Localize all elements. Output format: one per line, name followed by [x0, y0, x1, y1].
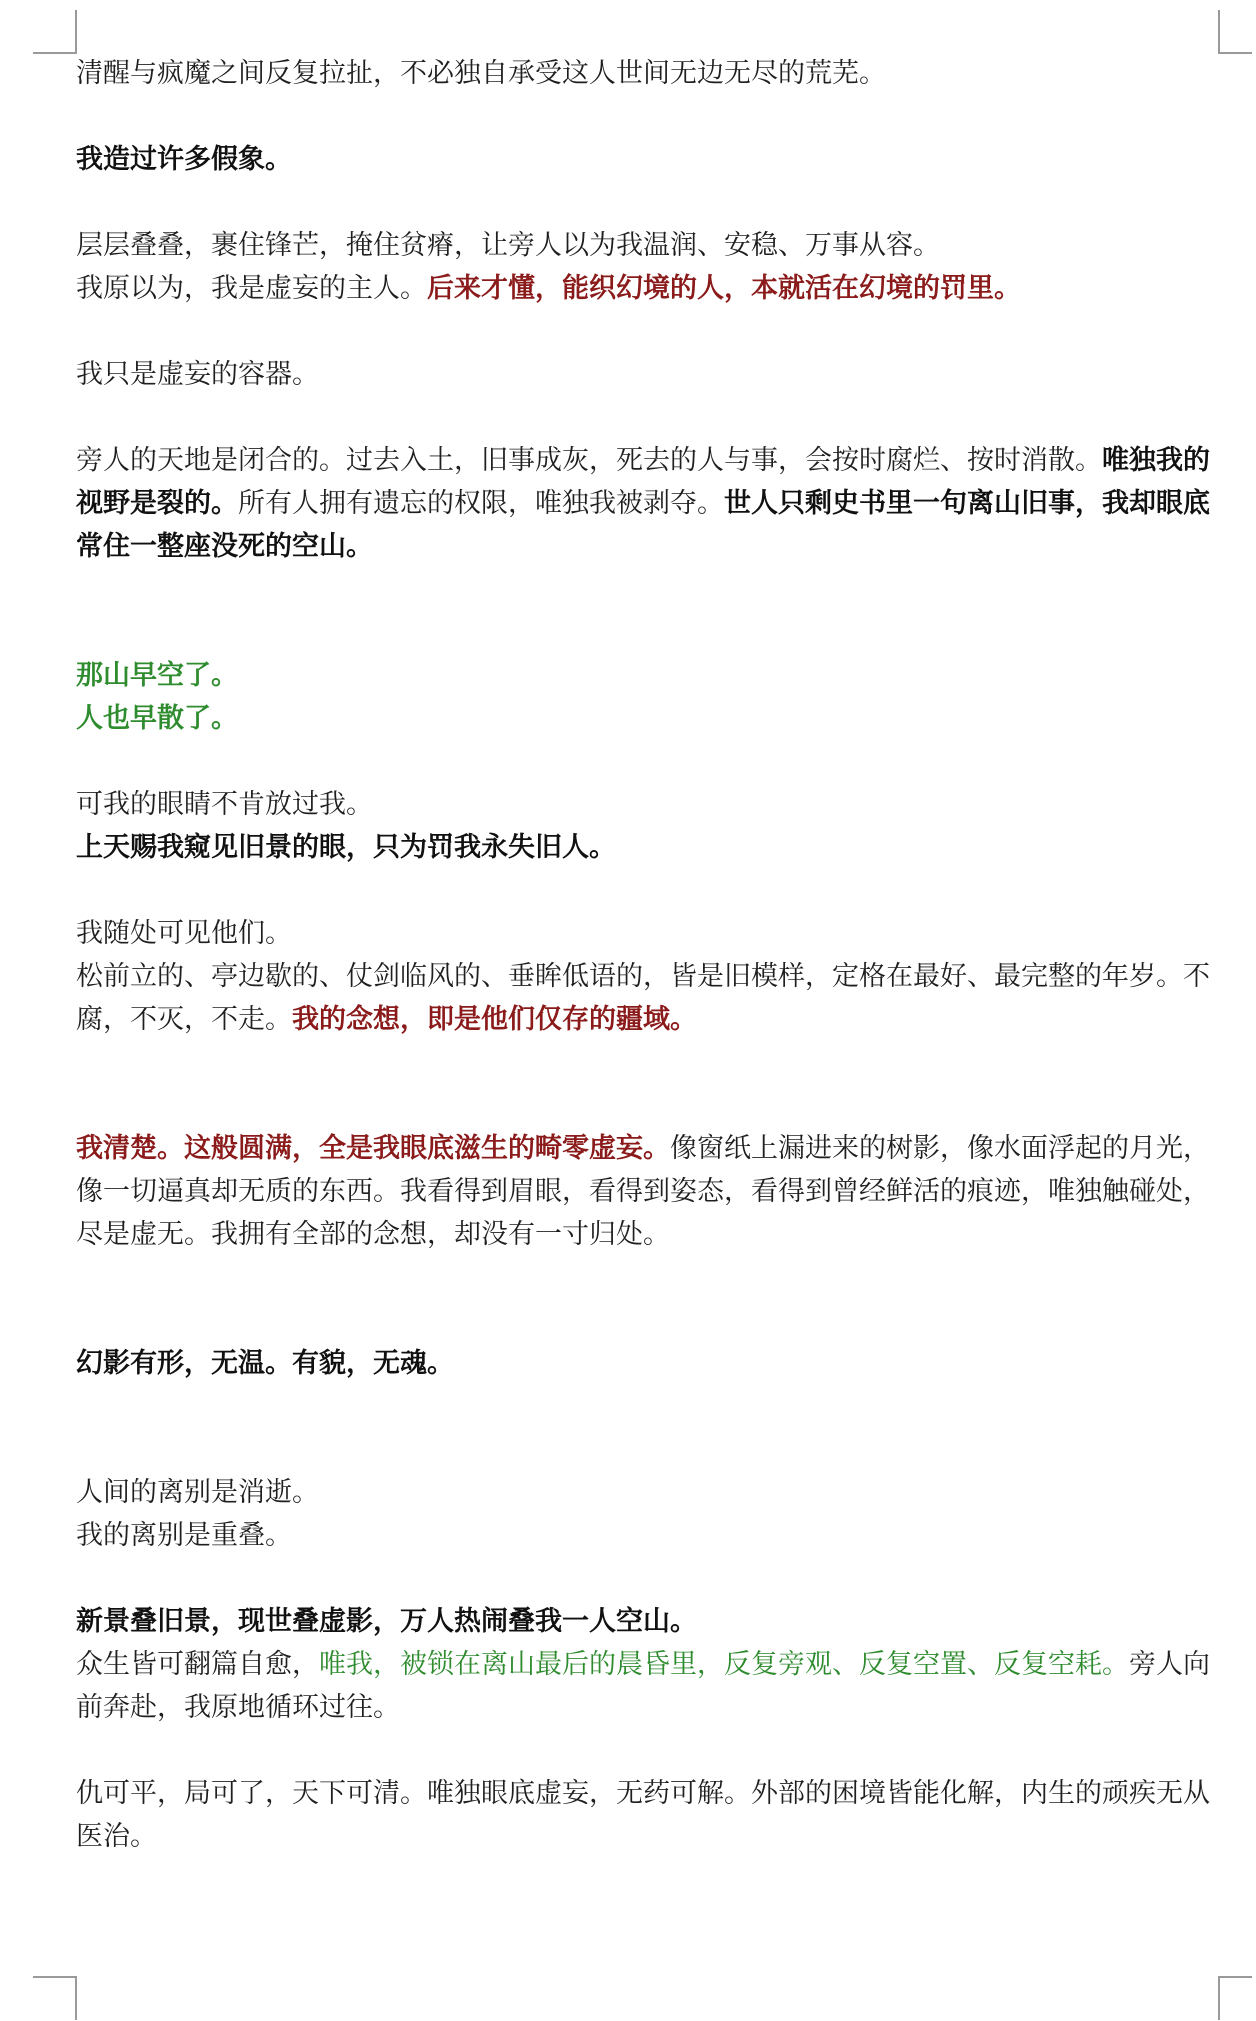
- paragraph: [76, 1127, 1226, 1256]
- paragraph: [76, 52, 1226, 95]
- text-run: 新景叠旧景，现世叠虚影，万人热闹叠我一人空山。: [76, 1606, 697, 1637]
- text-run: 仇可平，局可了，天下可清。唯独眼底虚妄，无药可解。外部的困境皆能化解，内生的顽疾无从医治。: [76, 1778, 1210, 1852]
- text-run: 像窗纸上漏进来的树影，像水面浮起的月光，像一切逼真却无质的东西。我看得到眉眼，看得到姿态，看得到曾经鲜活的痕迹，唯独触碰处，尽是虚无。我拥有全部的念想，却没有一寸归处。: [76, 1133, 1210, 1250]
- text-run: 我随处可见他们。: [76, 918, 292, 949]
- crop-mark-top-left: [33, 52, 77, 54]
- crop-mark-top-left: [75, 10, 77, 54]
- text-run: 上天赐我窥见旧景的眼，只为罚我永失旧人。: [76, 832, 616, 863]
- text-run: 层层叠叠，裹住锋芒，掩住贫瘠，让旁人以为我温润、安稳、万事从容。: [76, 230, 940, 261]
- text-run: 我的念想，即是他们仅存的疆域。: [292, 1004, 697, 1035]
- text-run: 世人只剩史书里一句离山旧事，我却眼底常住一整座没死的空山。: [76, 488, 1210, 562]
- text-run: 旁人的天地是闭合的。过去入土，旧事成灰，死去的人与事，会按时腐烂、按时消散。: [76, 445, 1102, 476]
- paragraph: [76, 1342, 1226, 1385]
- text-run: 松前立的、亭边歇的、仗剑临风的、垂眸低语的，皆是旧模样，定格在最好、最完整的年岁。不腐，不灭，不走。: [76, 961, 1210, 1035]
- text-run: 我原以为，我是虚妄的主人。: [76, 273, 427, 304]
- text-run: 幻影有形，无温。有貌，无魂。: [76, 1348, 454, 1379]
- paragraph: [76, 138, 1226, 181]
- crop-mark-bottom-right: [1218, 1976, 1220, 2020]
- text-run: 唯我，被锁在离山最后的晨昏里，反复旁观、反复空置、反复空耗。: [319, 1649, 1129, 1680]
- text-run: 那山早空了。: [76, 660, 238, 691]
- paragraph: [76, 439, 1226, 568]
- text-run: 所有人拥有遗忘的权限，唯独我被剥夺。: [238, 488, 724, 519]
- paragraph: [76, 654, 1226, 740]
- text-run: 旁人向前奔赴，我原地循环过往。: [76, 1649, 1210, 1723]
- text-run: 清醒与疯魔之间反复拉扯，不必独自承受这人世间无边无尽的荒芜。: [76, 58, 886, 89]
- text-run: 唯独我的视野是裂的。: [76, 445, 1210, 519]
- text-run: 人也早散了。: [76, 703, 238, 734]
- crop-mark-bottom-left: [33, 1976, 77, 1978]
- paragraph: [76, 353, 1226, 396]
- paragraph: [76, 1600, 1226, 1729]
- text-run: 我清楚。这般圆满，全是我眼底滋生的畸零虚妄。: [76, 1133, 670, 1164]
- text-run: 后来才懂，能织幻境的人，本就活在幻境的罚里。: [427, 273, 1021, 304]
- paragraph: [76, 912, 1226, 1041]
- paragraph: [76, 783, 1226, 869]
- crop-mark-bottom-left: [75, 1976, 77, 2020]
- text-run: 人间的离别是消逝。: [76, 1477, 319, 1508]
- text-run: 我只是虚妄的容器。: [76, 359, 319, 390]
- text-run: 我造过许多假象。: [76, 144, 292, 175]
- text-run: 可我的眼睛不肯放过我。: [76, 789, 373, 820]
- paragraph: [76, 224, 1226, 310]
- text-run: 众生皆可翻篇自愈，: [76, 1649, 319, 1680]
- text-run: 我的离别是重叠。: [76, 1520, 292, 1551]
- document-body: [76, 52, 1226, 1858]
- paragraph: [76, 1471, 1226, 1557]
- crop-mark-bottom-right: [1218, 1976, 1252, 1978]
- paragraph: [76, 1772, 1226, 1858]
- crop-mark-top-right: [1218, 10, 1220, 54]
